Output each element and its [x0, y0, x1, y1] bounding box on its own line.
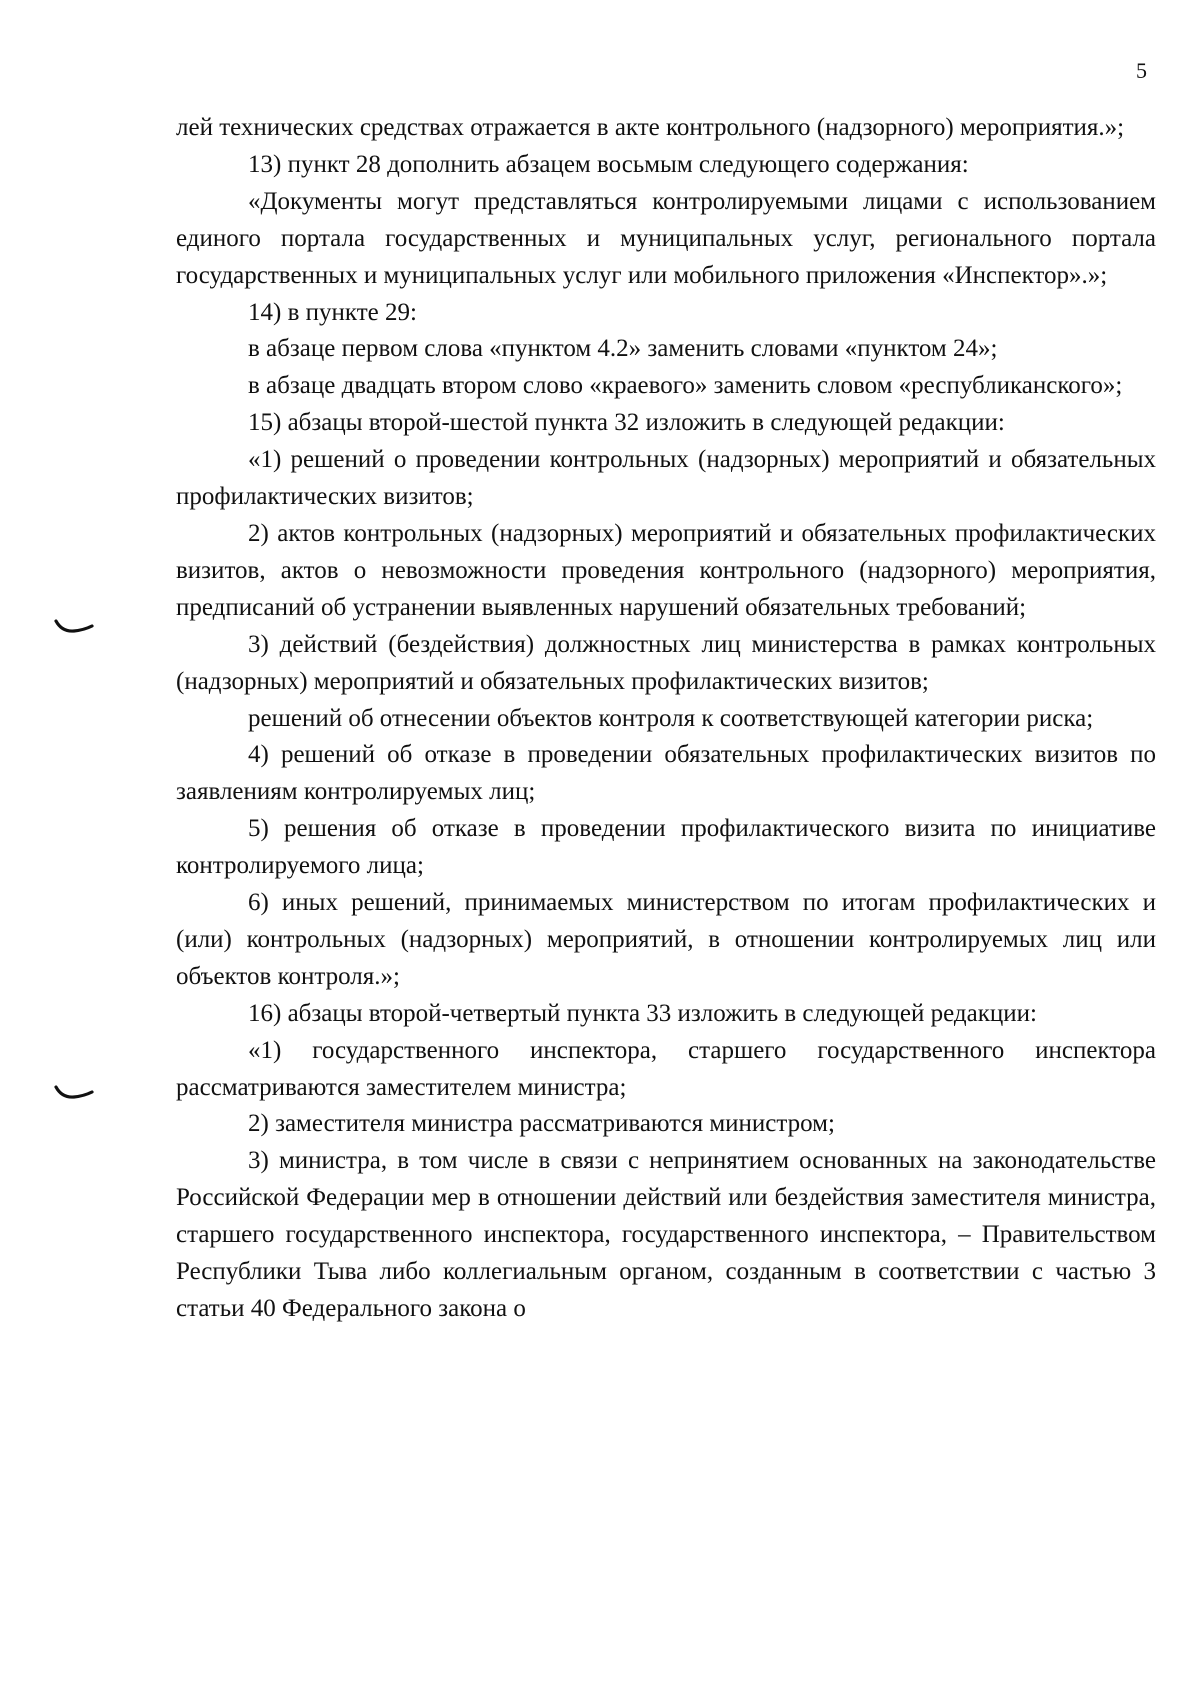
margin-check-mark [54, 618, 94, 638]
paragraph: «Документы могут представляться контролируемыми лицами с использованием единого портала государственных и муниципальных услуг, регионального портала государственных и муниципальных услуг или мобильного приложения «Инспектор».»; [176, 187, 1156, 289]
paragraph: в абзаце двадцать втором слово «краевого» заменить словом «республиканского»; [248, 372, 1123, 400]
paragraph: 15) абзацы второй-шестой пункта 32 изложить в следующей редакции: [248, 409, 1005, 437]
document-body [176, 110, 1156, 1328]
paragraph: 3) министра, в том числе в связи с непринятием основанных на законодательстве Российской Федерации мер в отношении действий или бездействия заместителя министра, старшего государственного инспектора, государственного инспектора, – Правительством Республики Тыва либо коллегиальным органом, созданным в соответствии с частью 3 статьи 40 Федерального закона о [176, 1147, 1156, 1322]
paragraph: 4) решений об отказе в проведении обязательных профилактических визитов по заявлениям контролируемых лиц; [176, 741, 1156, 806]
page-number: 5 [1136, 58, 1147, 83]
paragraph: 14) в пункте 29: [248, 298, 417, 326]
paragraph: «1) решений о проведении контрольных (надзорных) мероприятий и обязательных профилактических визитов; [176, 446, 1156, 511]
paragraph: 3) действий (бездействия) должностных лиц министерства в рамках контрольных (надзорных) мероприятий и обязательных профилактических визитов; [176, 630, 1156, 695]
paragraph: 13) пункт 28 дополнить абзацем восьмым следующего содержания: [248, 150, 969, 178]
paragraph: лей технических средствах отражается в акте контрольного (надзорного) мероприятия.»; [176, 114, 1125, 141]
paragraph: в абзаце первом слова «пунктом 4.2» заменить словами «пунктом 24»; [248, 335, 998, 363]
paragraph: 16) абзацы второй-четвертый пункта 33 изложить в следующей редакции: [248, 999, 1037, 1027]
paragraph: 2) заместителя министра рассматриваются министром; [248, 1110, 835, 1138]
paragraph: 5) решения об отказе в проведении профилактического визита по инициативе контролируемого лица; [176, 815, 1156, 880]
paragraph: «1) государственного инспектора, старшего государственного инспектора рассматриваются заместителем министра; [176, 1036, 1156, 1101]
paragraph: решений об отнесении объектов контроля к соответствующей категории риска; [248, 704, 1094, 732]
paragraph: 6) иных решений, принимаемых министерством по итогам профилактических и (или) контрольных (надзорных) мероприятий, в отношении контролируемых лиц или объектов контроля.»; [176, 889, 1156, 990]
margin-check-mark [54, 1084, 94, 1104]
paragraph: 2) актов контрольных (надзорных) мероприятий и обязательных профилактических визитов, актов о невозможности проведения контрольного (надзорного) мероприятия, предписаний об устранении выявленных нарушений обязательных требований; [176, 519, 1156, 621]
